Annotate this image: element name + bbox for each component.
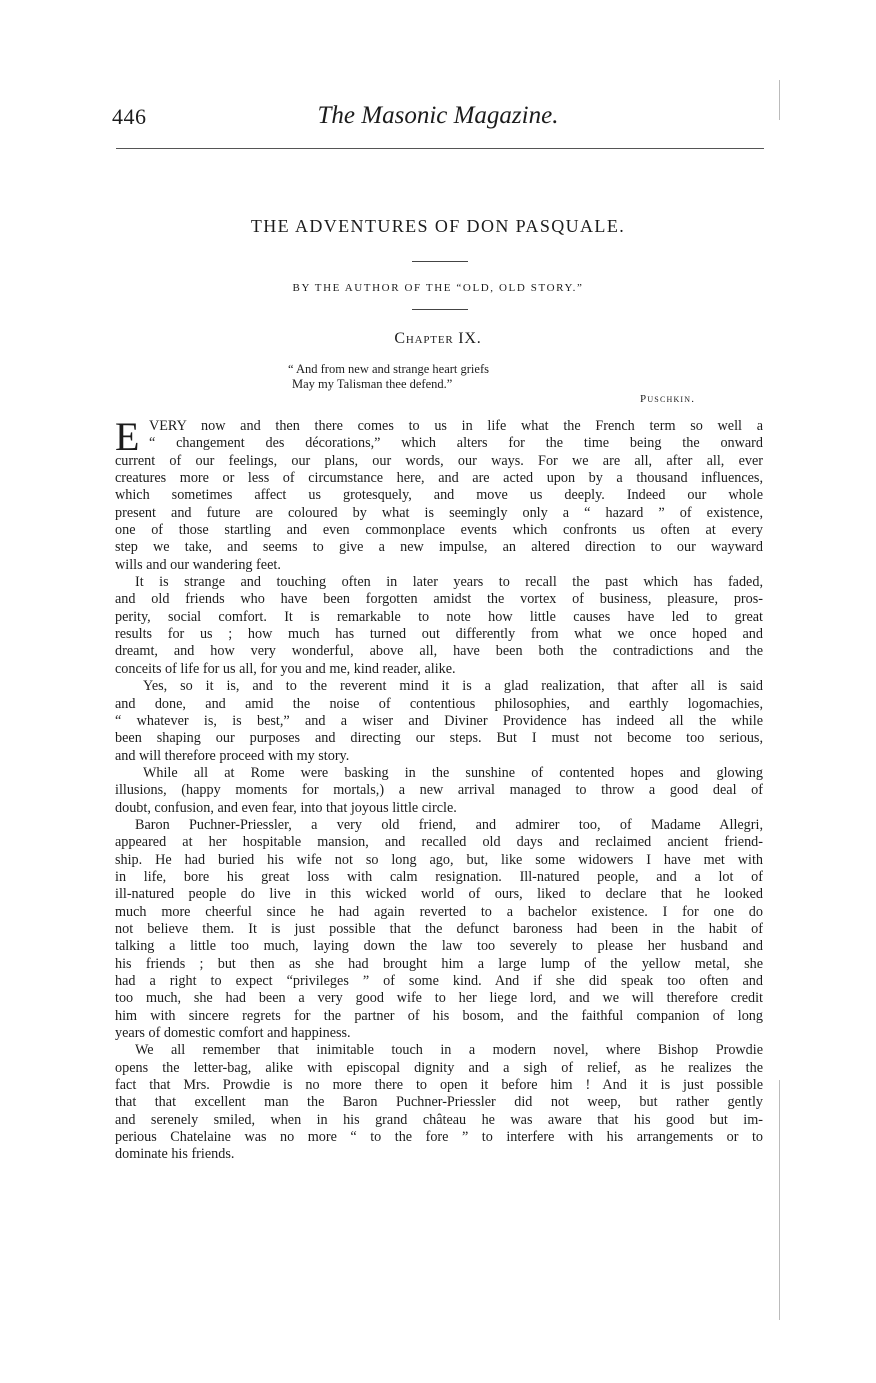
article-title: THE ADVENTURES OF DON PASQUALE. [250,216,626,236]
article-byline: BY THE AUTHOR OF THE “OLD, OLD STORY.” [292,282,584,294]
text-line: wills and our wandering feet. [115,556,281,573]
text-line: appeared at her hospitable mansion, and recalled old days and reclaimed ancient friend- [115,834,763,851]
epigraph-line: May my Talisman thee defend.” [292,377,453,391]
text-line: perious Chatelaine was no more “ to the fore ” to interfere with his arrangements or to [115,1129,763,1146]
epigraph-attribution: Puschkin. [640,393,696,405]
text-line: creatures more or less of circumstance here, and are acted upon by a thousand influences, [115,470,763,487]
text-line: “ changement des décorations,” which alters for the time being the onward [149,435,763,452]
text-line: had a right to expect “privileges ” of some kind. And if she did speak too often and [115,973,763,989]
text-line: conceits of life for us all, for you and me, kind reader, alike. [115,660,456,677]
epigraph [288,362,748,392]
epigraph-line: “ And from new and strange heart griefs [288,362,489,376]
byline-divider [412,309,468,310]
text-line: too much, she had been a very good wife to her liege lord, and we will therefore credit [115,990,763,1007]
text-line: much more cheerful since he had again reverted to a bachelor existence. I for one do [115,903,763,920]
text-line: While all at Rome were basking in the sunshine of contented hopes and glowing [143,764,763,781]
text-line: and old friends who have been forgotten amidst the vortex of business, pleasure, pros- [115,591,763,608]
text-line: ship. He had buried his wife not so long ago, but, like some widowers I have met with [115,851,763,868]
text-line: “ whatever is, is best,” and a wiser and Diviner Providence has indeed all the while [115,712,763,729]
journal-title: The Masonic Magazine. [317,102,559,129]
text-line: Baron Puchner-Priessler, a very old friend, and admirer too, of Madame Allegri, [135,816,763,833]
text-line: We all remember that inimitable touch in a modern novel, where Bishop Prowdie [135,1042,763,1059]
text-line: Yes, so it is, and to the reverent mind it is a glad realization, that after all is said [143,678,763,695]
page-number: 446 [112,104,147,129]
text-line: current of our feelings, our plans, our words, our ways. For we are all, after all, ever [115,452,763,469]
text-line: ill-natured people do live in this wicked world of ours, liked to declare that he looked [115,886,763,903]
chapter-heading: Chapter IX. [394,330,482,347]
text-line: It is strange and touching often in later years to recall the past which has faded, [135,574,763,591]
text-line: dominate his friends. [115,1146,235,1163]
running-head [112,100,764,136]
text-line: perity, social comfort. It is remarkable to note how little causes have led to great [115,608,763,625]
text-line: in life, bore his great loss with calm resignation. Ill-natured people, and a lot of [115,868,763,885]
text-line: and serenely smiled, when in his grand château he was aware that his good but im- [115,1111,763,1128]
text-line: talking a little too much, laying down the law too severely to please her husband and [115,938,763,955]
text-line: him with sincere regrets for the partner of his bosom, and the faithful companion of long [115,1007,763,1024]
page-edge-mark [779,1080,780,1320]
text-line: doubt, confusion, and even fear, into that joyous little circle. [115,799,457,816]
text-line: step we take, and seems to give a new impulse, an altered direction to our wayward [115,539,763,556]
header-rule [116,148,764,149]
text-line: his friends ; but then as she had brought him a large lump of the yellow metal, she [115,955,763,972]
text-line: which sometimes affect us grotesquely, and move us deeply. Indeed our whole [115,487,763,504]
article-body [115,414,763,1164]
text-line: VERY now and then there comes to us in life what the French term so well a [149,418,763,434]
text-line: illusions, (happy moments for mortals,) a new arrival managed to throw a good deal of [115,782,763,799]
page-edge-mark [779,80,780,120]
text-line: not believe them. It is just possible that the defunct baroness had been in the habit of [115,920,763,937]
drop-cap: E [115,414,140,459]
text-line: fact that Mrs. Prowdie is no more there to open it before him ! And it is just possible [115,1077,763,1094]
text-line: been shaping our purposes and directing our steps. But I must not become too serious, [115,730,763,747]
text-line: years of domestic comfort and happiness. [115,1025,351,1042]
title-divider [412,261,468,262]
text-line: opens the letter-bag, alike with episcopal dignity and a sigh of relief, as he realizes the [115,1059,763,1076]
text-line: that that excellent man the Baron Puchner-Priessler did not weep, but rather gently [115,1094,763,1111]
text-line: dreamt, and how very wonderful, above all, have been both the contradictions and the [115,643,763,660]
text-line: and done, and amid the noise of contentious philosophies, and earthly logomachies, [115,695,763,712]
text-line: one of those startling and even commonplace events which confronts us often at every [115,522,763,539]
text-line: results for us ; how much has turned out differently from what we once hoped and [115,626,763,643]
text-line: present and future are coloured by what is seemingly only a “ hazard ” of existence, [115,504,763,521]
text-line: and will therefore proceed with my story. [115,747,350,764]
